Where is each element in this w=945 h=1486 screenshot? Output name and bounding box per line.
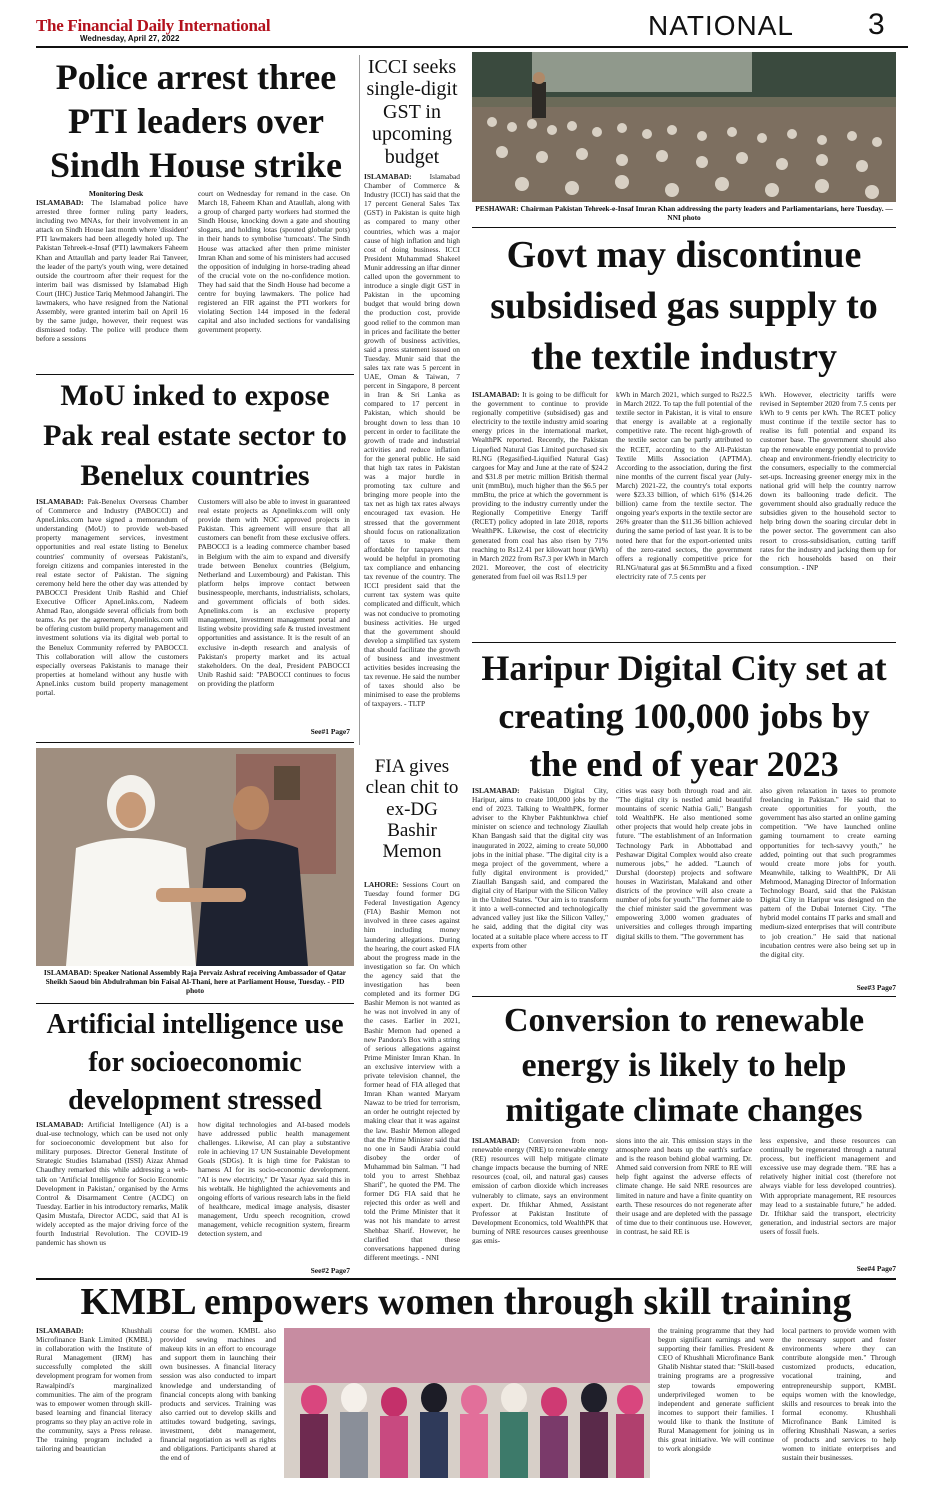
ambassador-photo-caption: ISLAMABAD: Speaker National Assembly Raja Pervaiz Ashraf receiving Ambassador of Qatar Sheikh Saoud bin Abdulrahman bin Faisal Al-Thani, here at Parliament House, Tuesday. - PID photo	[43, 968, 347, 995]
police-col2: court on Wednesday for remand in the case. On March 18, Faheem Khan and Ataullah, along with a group of charged party workers had stormed the Sindh House, knocking down a gate and shouting slogans, and holding lotas (spouted globular pots) in their hands to symbolise 'turncoats'. The Sindh House was attacked after then prime minister Imran Khan and some of his ministers had accused the opposition of indulging in horse-trading ahead of the crucial vote on the no-confidence motion. They had said that the Sindh House had become a centre for buying lawmakers. The police had registered an FIR against the PTI workers for violating Section 144 imposed in the federal capital and also included sections for vandalising government property.	[198, 189, 350, 335]
gas-col2: kWh in March 2021, which surged to Rs22.5 in March 2022. To tap the full potential of the textile sector in Pakistan, it is vital to ensure that energy is available at a regionally competitive rate. The recent high-growth of the textile sector can be partly attributed to the RCET, according to the All-Pakistan Textile Mills Association (APTMA). According to the association, during the first nine months of the current fiscal year (July-March) 2021-22, the country's total exports were $23.33 billion, of which 61% ($14.26 billion) came from the textile sector. The ongoing year's exports in the textile sector are 26% greater than the $11.36 billion achieved during the same period of last year. It is to be noted here that for the export-oriented units of the zero-rated sectors, the government offers a regionally competitive price for RLNG/natural gas at $6.5mmBtu and a fixed electricity rate of 7.5 cents per	[616, 390, 752, 581]
masthead-name: The Financial Daily International	[36, 16, 271, 35]
ai-see-more[interactable]: See#2 Page7	[310, 1266, 350, 1275]
section-rule	[472, 227, 896, 228]
renew-col1: ISLAMABAD: Conversion from non-renewable energy (NRE) to renewable energy (RE) resources will help mitigate climate change impacts because the burning of NRE resources (coal, oil, and natural gas) causes emission of carbon dioxide which increases vulnerably to climate, says an environment expert. Dr. Iftikhar Ahmed, Assistant Professor at Pakistan Institute of Development Economics, told WealthPK that burning of NRE resources causes greenhouse gas emis-	[472, 1136, 608, 1246]
gas-headline: Govt may discontinue subsidised gas supply to the textile industry	[490, 234, 878, 378]
haripur-headline: Haripur Digital City set at creating 100,000 jobs by the end of year 2023	[481, 648, 887, 784]
section-rule	[36, 742, 354, 743]
kmbl-headline: KMBL empowers women through skill training	[80, 1281, 852, 1323]
masthead-date: Wednesday, April 27, 2022	[80, 34, 180, 43]
ambassador-photo	[36, 748, 354, 966]
haripur-see-more[interactable]: See#3 Page7	[856, 983, 896, 992]
rally-photo-caption: PESHAWAR: Chairman Pakistan Tehreek-e-Insaf Imran Khan addressing the party leaders and Parliamentarians, here Tuesday. — NNI photo	[475, 204, 893, 222]
haripur-col3: also given relaxation in taxes to promote freelancing in Pakistan." He said that to create opportunities for youth, the government has also started an online gaming competition. "We have launched online gaming tournament to create earning opportunities for tech-savvy youth," he added, pointing out that such programmes would create more jobs for youth. Meanwhile, talking to WealthPK, Dr Ali Mehmood, Managing Director of Information Technology Board, said that the Pakistan Digital City in Haripur was designed on the pattern of the Dubai Internet City. "The hybrid model contains IT parks and small and medium-sized enterprises that will contribute to job creation." He said that national incubation centres were also being set up in the digital city.	[760, 786, 896, 959]
ai-headline: Artificial intelligence use for socioeconomic development stressed	[46, 1009, 344, 1116]
fia-body: LAHORE: Sessions Court on Tuesday found former DG Federal Investigation Agency (FIA) Bashir Memon not involved in three cases against him including money laundering allegations. During the hearing, the court asked FIA about the progress made in the investigation so far. On which the agency said that the investigation has been completed and its former DG Bashir Memon is not wanted as he was not involved in any of the cases. Earlier in 2021, Bashir Memon had opened a new Pandora's Box with a string of serious allegations against Prime Minister Imran Khan. In an exclusive interview with a private television channel, the former head of FIA alleged that Imran Khan wanted Maryam Nawaz to be tried for terrorism, an order he outright rejected by making clear that it was against the law. Bashir Memon alleged that the Prime Minister said that no one in Saudi Arabia could disobey the order of Muhammad bin Salman. "I had told you to arrest Shehbaz Sharif", he quoted the PM. The former DG FIA said that he rejected this order as well and told the Prime Minister that it was not his mandate to arrest Shehbaz Sharif. However, he clarified that these conversations happened during different meetings. - NNI	[364, 880, 460, 1262]
section-rule	[472, 996, 896, 997]
kmbl-col3: the training programme that they had begun significant earnings and were supporting their families. President & CEO of Khushhali Microfinance Bank Ghalib Nishtar stated that: "Skill-based training programs are a progressive step towards empowering underprivileged women to be independent and generate sufficient incomes to support their families. I would like to thank the Institute of Rural Management for joining us in this great initiative. We will continue to work alongside	[658, 1326, 774, 1454]
kmbl-col1: ISLAMABAD: Khushhali Microfinance Bank Limited (KMBL) in collaboration with the Institute of Rural Management (IRM) has successfully completed the skill development program for women from Rawalpindi's marginalized communities. The aim of the program was to empower women through skill-based learning and financial literacy programs so they play an active role in the community, says a Press release. The training program included a tailoring and beautician	[36, 1326, 152, 1454]
section-rule	[36, 1003, 354, 1004]
renew-col3: less expensive, and these resources can continually be regenerated through a natural process, but inefficient management and excessive use may degrade them. "RE has a relatively higher initial cost (therefore not always viable for less developed countries). With appropriate management, RE resources may lead to a sustainable future," he added. Dr. Iftikhar said the transport, electricity generation, and industrial sectors are major users of fossil fuels.	[760, 1136, 896, 1236]
icci-body: ISLAMABAD: Islamabad Chamber of Commerce & Industry (ICCI) has said that the 17 percent General Sales Tax (GST) in Pakistan is quite high as compared to many other countries, which was a major cause of high inflation and high cost of doing business. ICCI President Muhammad Shakeel Munir addressing an iftar dinner called upon the government to introduce a single digit GST in Pakistan in the upcoming budget that would bring down the production cost, provide good relief to the common man in prices and facilitate the better growth of business activities, said a press statement issued on Tuesday. Munir said that the sales tax rate was 5 percent in UAE, Oman & Taiwan, 7 percent in Singapore, 8 percent in Iran & Sri Lanka as compared to 17 percent in Pakistan, which should be brought down to less than 10 percent in order to facilitate the growth of trade and industrial activities and reduce inflation for the general public. He said that high tax rates in Pakistan was a major hurdle in promoting tax culture and bringing more people into the tax net as high tax rates always encouraged tax evasion. He stressed that the government should focus on rationalization of taxes to make them affordable for taxpayers that would be helpful in promoting tax compliance and enhancing tax revenue of the country. The ICCI president said that the current tax system was quite complicated and difficult, which was not conducive to promoting business activities. He urged that the government should develop a simplified tax system that should facilitate the growth of business and investment activities besides increasing the tax revenue. He said the number of taxes should also be minimised to ease the problems of taxpayers. - TLTP	[364, 172, 460, 709]
gas-col3: kWh. However, electricity tariffs were revised in September 2020 from 7.5 cents per kWh to 9 cents per kWh. The RCET policy must continue if the textile sector has to realise its full potential and expand its customer base. The government should also tap the renewable energy potential to provide cheap and environment-friendly electricity to the consumers, especially to the commercial set-ups. Increasing greener energy mix in the national grid will help the country narrow down its ballooning trade deficit. The government should also gradually reduce the subsidies given to the household sector to help bring down the soaring circular debt in the power sector. The government can also resort to cross-subsidisation, cutting tariff rates for the industry and jacking them up for the rich households based on their consumption. - INP	[760, 390, 896, 572]
fia-headline: FIA gives clean chit to ex-DG Bashir Memon	[365, 756, 459, 863]
mou-col1: ISLAMABAD: Pak-Benelux Overseas Chamber of Commerce and Industry (PABOCCI) and ApneLinks.com have signed a memorandum of understanding (MoU) to provide web-based property management services, investment opportunities and real estate listing to Benelux countries' community of overseas Pakistani's, foreign citizens and companies interested in the real estate sector of Pakistan. The signing ceremony held here the other day was attended by PABOCCI President Unib Rashid and Chief Executive Officer ApneLinks.com, Nadeem Ahmad Rao, alongside several officials from both teams. As per the agreement, Apnelinks.com will be offering custom build property management and investment solutions via its digital web portal to the Benelux Community referred by PABOCCI. This collaboration will allow the customers especially overseas Pakistanis to manage their properties at homeland without any hustle with ApneLinks custom build property management portal.	[36, 497, 188, 697]
section-rule	[36, 374, 354, 375]
police-byline: Monitoring Desk	[88, 189, 144, 198]
haripur-col1: ISLAMABAD: Pakistan Digital City, Haripur, aims to create 100,000 jobs by the end of 2023. Talking to WealthPK, former adviser to the Khyber Pakhtunkhwa chief minister on science and technology Ziaullah Khan Bangash said that the digital city was inaugurated in 2022, aiming to create 50,000 jobs in the initial phase. "The digital city is a mega project of the government, where a fully digital environment is provided," Ziaullah Bangash said, and compared the digital city of Haripur with the Silicon Valley in the United States. "Our aim is to transform it into a well-connected and technologically advanced valley just like the Silicon Valley," he said, adding that the digital city was located at a suitable place where access to IT experts from other	[472, 786, 608, 950]
icci-headline: ICCI seeks single-digit GST in upcoming budget	[366, 56, 458, 168]
renew-col2: sions into the air. This emission stays in the atmosphere and heats up the earth's surface and is the reason behind global warming. Dr. Ahmed said conversion from NRE to RE will help fight against the adverse effects of climate change. He said NRE resources are limited in nature and have a finite quantity on earth. These resources do not regenerate after their usage and are depleted with the passage of time due to their continuous use. However, in contrast, he said RE is	[616, 1136, 752, 1236]
column-divider	[359, 55, 360, 745]
section-name: NATIONAL	[648, 10, 794, 41]
ai-col2: how digital technologies and AI-based models have addressed public health management challenges. Likewise, AI can play a substantive role in achieving 17 UN Sustainable Development Goals (SDGs). It is high time for Pakistan to harness AI for its socio-economic development. "AI is new electricity," Dr Yasar Ayaz said this in his webtalk. He highlighted the achievements and ongoing efforts of various research labs in the field of healthcare, medical image analysis, disaster management, Urdu speech recognition, crowd management, vehicle recognition system, firearm detection system, and	[198, 1120, 350, 1239]
police-col1: ISLAMABAD: The Islamabad police have arrested three former ruling party leaders, including two MNAs, for their involvement in an attack on Sindh House last month where 'dissident' PTI lawmakers had been allegedly holed up. The Pakistan Tehreek-e-Insaf (PTI) lawmakers Faheem Khan and Attaullah and party leader Rai Tanveer, the leader of the party's youth wing, were detained outside the courtroom after their request for the interim bail was dismissed by Islamabad High Court (IHC) Justice Tariq Mehmood Jahangiri. The lawmakers, who have resigned from the National Assembly, were granted interim bail on April 16 by the same judge, however, their request was dismissed today. The police will produce them before a sessions	[36, 198, 188, 344]
section-rule	[472, 642, 896, 643]
page-number: 3	[868, 8, 885, 41]
renew-see-more[interactable]: See#4 Page7	[856, 1264, 896, 1273]
police-headline: Police arrest three PTI leaders over Sindh House strike	[49, 57, 343, 185]
kmbl-photo	[284, 1328, 650, 1478]
rally-photo	[472, 52, 896, 202]
haripur-col2: cities was easy both through road and air. "The digital city is nestled amid beautiful mountains of scenic Nathia Gali," Bangash told WealthPK. He also mentioned some other projects that would help create jobs in future. "The establishment of an Information Technology Park in Abbottabad and Peshawar Digital Complex would also create numerous jobs," he added. "Launch of Durshal (doorstep) projects and software houses in Waziristan, Malakand and other districts of the province will also create a number of jobs for youth." The former aide to the chief minister said the government was empowering 3,000 women graduates of universities and colleges through imparting digital skills to them. "The government has	[616, 786, 752, 941]
kmbl-col4: local partners to provide women with the necessary support and foster environments where they can contribute alongside men." Through customized products, education, vocational training, and entrepreneurship support, KMBL equips women with the knowledge, skills and resources to break into the formal economy. Khushhali Microfinance Bank Limited is offering Khushhali Naswan, a series of products and services to help women to initiate enterprises and sustain their businesses.	[782, 1326, 896, 1463]
mou-see-more[interactable]: See#1 Page7	[310, 727, 350, 736]
ai-col1: ISLAMABAD: Artificial Intelligence (AI) is a dual-use technology, which can be used not only for socioeconomic development but also for military purposes. Director General Institute of Strategic Studies Islamabad (ISSI) Aizaz Ahmad Chaudhry remarked this while addressing a web-talk on 'Artificial Intelligence for Socio Economic Development in Pakistan,' organised by the Arms Control & Disarmament Centre (ACDC) on Tuesday. Earlier in his introductory remarks, Malik Qasim Mustafa, Director ACDC, said that AI is widely accepted as the major driving force of the fourth Industrial Revolution. The COVID-19 pandemic has shown us	[36, 1120, 188, 1248]
mou-col2: Customers will also be able to invest in guaranteed real estate projects as Apnelinks.com will only provide them with NOC approved projects in Pakistan. This agreement will ensure that all customers can benefit from these exclusive offers. PABOCCI is a leading commerce chamber based in Belgium with the aim to expand and diversify trade between Benelux countries (Belgium, Netherland and Luxembourg) and Pakistan. This platform helps improve contact between businesspeople, merchants, industrialists, scholars, and government officials of both sides. Apnelinks.com is an exclusive property management, investment management portal and listing website providing safe & trusted investment opportunities and assistance. It is the result of an exclusive in-depth research and analysis of Pakistan's property market and its actual stakeholders. On the deal, President PABOCCI Unib Rashid said: "PABOCCI continues to focus on providing the platform	[198, 497, 350, 688]
mou-headline: MoU inked to expose Pak real estate sector to Benelux countries	[43, 379, 347, 492]
kmbl-col2: course for the women. KMBL also provided sewing machines and makeup kits in an effort to encourage and support them in launching their own businesses. A financial literacy session was also conducted to impart knowledge and understanding of financial concepts along with banking products and services. Training was also carried out to develop skills and attitudes toward budgeting, savings, investment, debt management, financial negotiation as well as rights and obligations. Participants shared at the end of	[160, 1326, 276, 1463]
gas-col1: ISLAMABAD: It is going to be difficult for the government to continue to provide regionally competitive (subsidised) gas and electricity to the textile industry amid soaring energy prices in the international market, WealthPK reported. Recently, the Pakistan Liquefied Natural Gas Limited purchased six RLNG (Regasified-Liquified Natural Gas) cargoes for May and June at the rate of $24.2 and $31.8 per metric million British thermal unit (mmBtu), much higher than the $6.5 per mmBtu, the price at which the government is providing to the industry currently under the Regionally Competitive Energy Tariff (RCET) policy adopted in late 2018, reports WealthPK. Likewise, the cost of electricity generated from coal has also risen by 71% reaching to Rs12.41 per kilowatt hour (kWh) in March 2022 from Rs7.3 per kWh in March 2021. Moreover, the cost of electricity generated from fuel oil was Rs11.9 per	[472, 390, 608, 581]
masthead-rule	[36, 46, 908, 48]
renew-headline: Conversion to renewable energy is likely to help mitigate climate changes	[503, 1002, 865, 1129]
